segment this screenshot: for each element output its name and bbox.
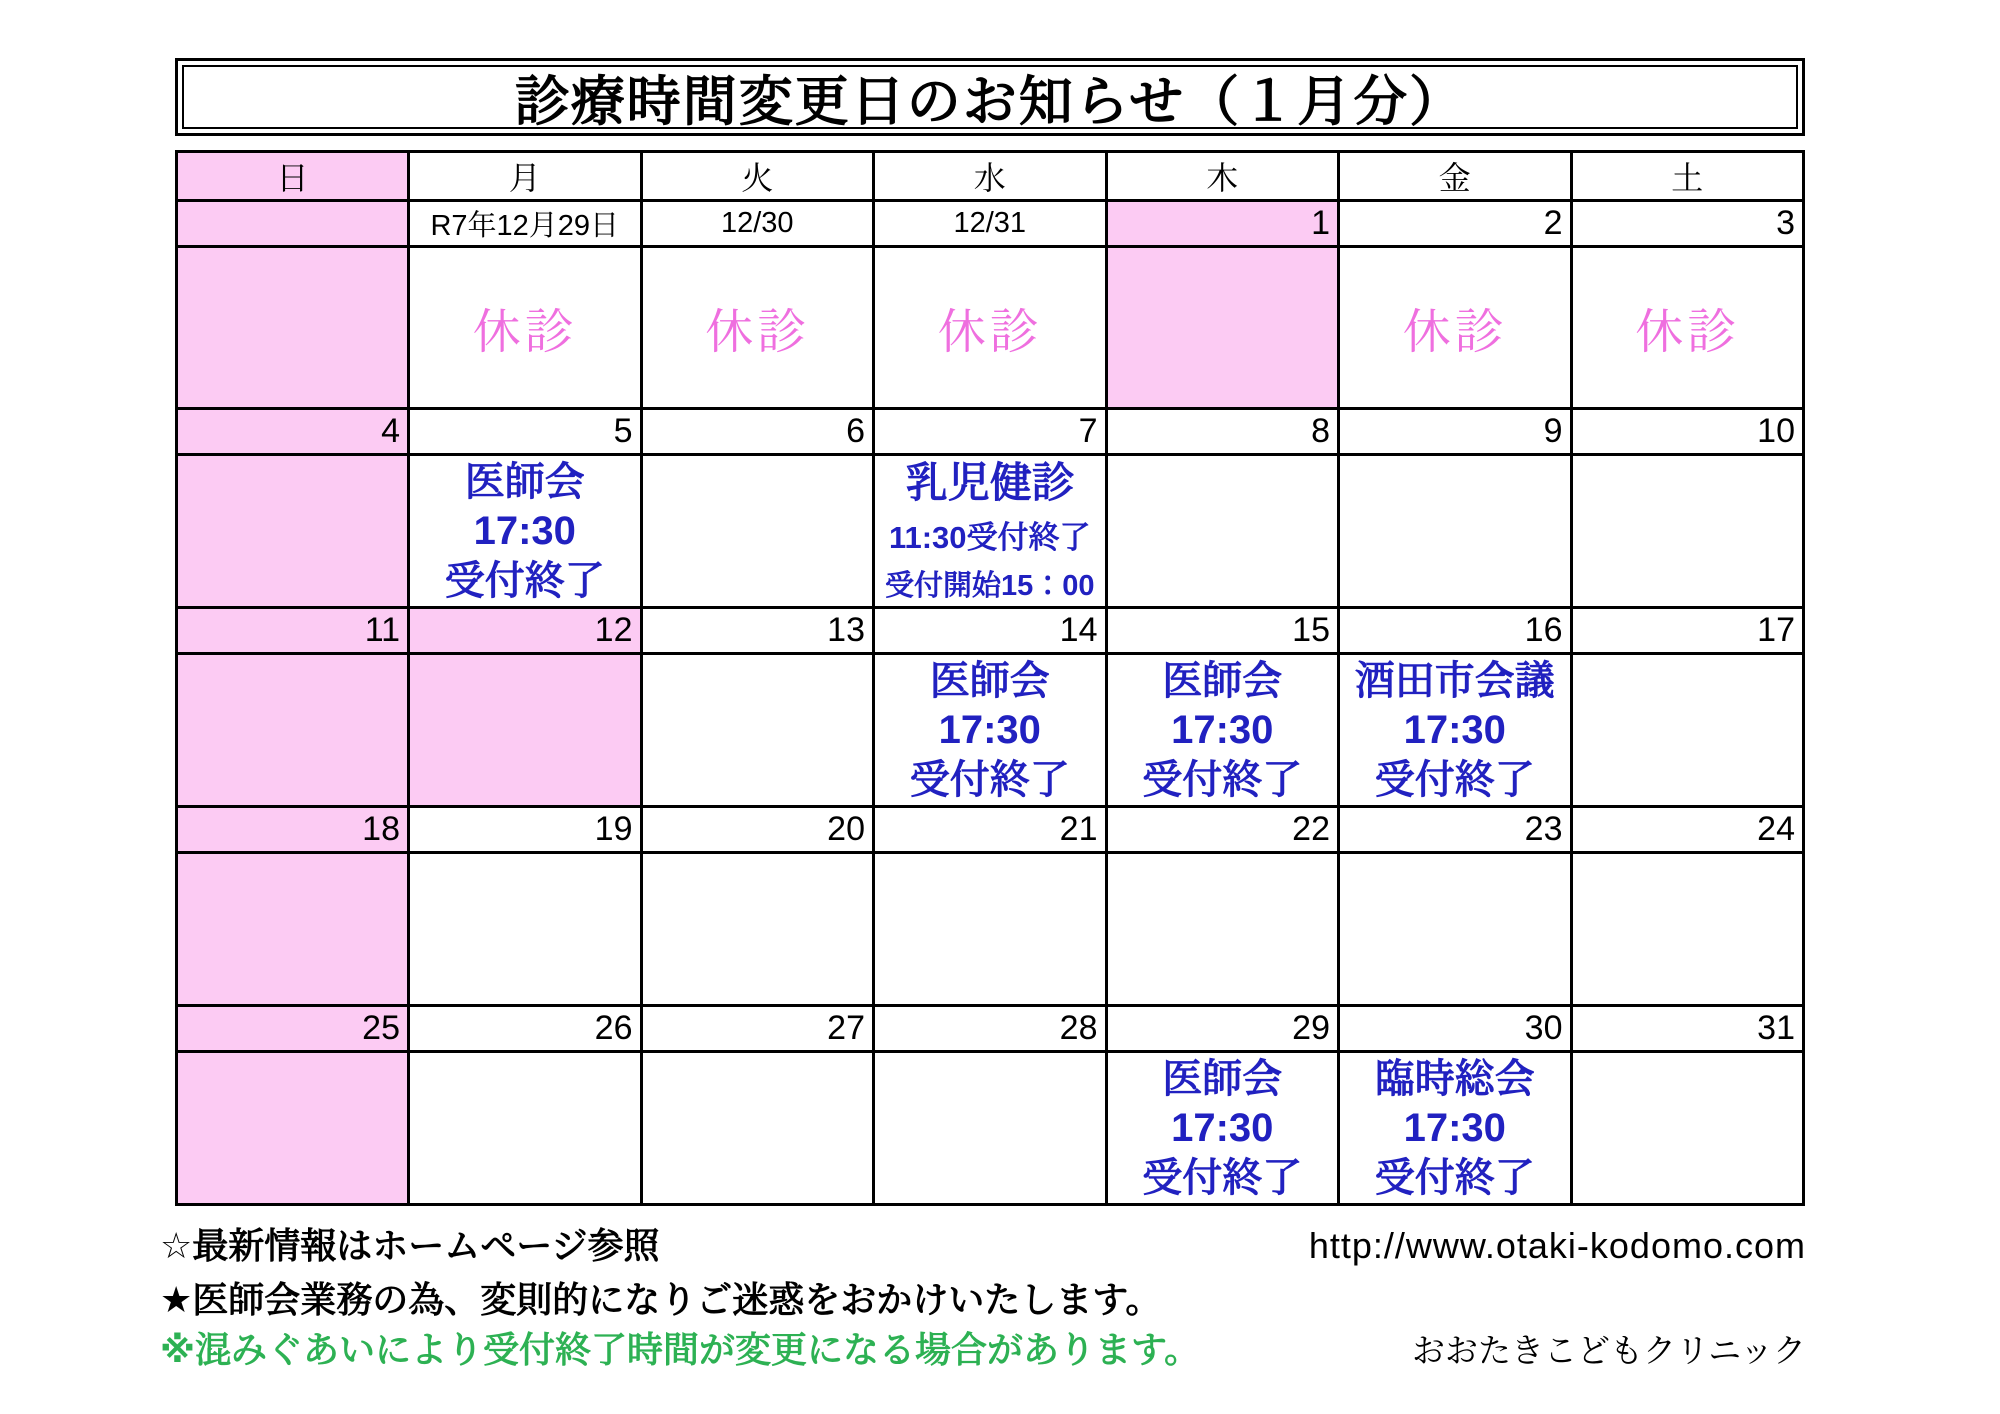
content-cell <box>1106 247 1339 409</box>
closed-cell: 休診 <box>1571 247 1804 409</box>
content-cell <box>1106 455 1339 608</box>
week2-content-row <box>177 455 1804 608</box>
week1-date-row <box>177 201 1804 247</box>
content-cell <box>641 654 874 807</box>
content-cell <box>177 1052 409 1205</box>
day-header-sat: 土 <box>1571 152 1804 201</box>
event-title: 医師会 <box>1162 658 1283 703</box>
date-cell: 8 <box>1106 409 1339 455</box>
date-cell: 4 <box>177 409 409 455</box>
closed-cell: 休診 <box>641 247 874 409</box>
week3-content-row <box>177 654 1804 807</box>
event-cell <box>1106 1052 1339 1205</box>
event-doctors-assoc <box>410 458 640 605</box>
date-cell: 27 <box>641 1006 874 1052</box>
date-cell: 22 <box>1106 807 1339 853</box>
date-cell: 16 <box>1339 608 1572 654</box>
page-title: 診療時間変更日のお知らせ（１月分） <box>182 65 1798 129</box>
date-cell: R7年12月29日 <box>409 201 642 247</box>
event-sakata-meeting <box>1340 657 1570 804</box>
date-cell: 12 <box>409 608 642 654</box>
date-cell: 26 <box>409 1006 642 1052</box>
date-cell: 19 <box>409 807 642 853</box>
date-cell: 17 <box>1571 608 1804 654</box>
week2-date-row <box>177 409 1804 455</box>
content-cell <box>641 1052 874 1205</box>
date-cell: 30 <box>1339 1006 1572 1052</box>
date-cell: 3 <box>1571 201 1804 247</box>
date-cell: 24 <box>1571 807 1804 853</box>
event-extraordinary-meeting <box>1340 1055 1570 1202</box>
date-cell: 25 <box>177 1006 409 1052</box>
event-cell <box>1339 654 1572 807</box>
footer-line-1 <box>160 1218 1806 1269</box>
event-doctors-assoc <box>875 657 1105 804</box>
content-cell <box>177 654 409 807</box>
footer-note-congestion: ※混みぐあいにより受付終了時間が変更になる場合があります。 <box>160 1329 1201 1370</box>
week5-content-row <box>177 1052 1804 1205</box>
event-note: 受付終了 <box>1374 757 1535 802</box>
event-note: 受付終了 <box>1374 1155 1535 1200</box>
event-time: 17:30 <box>938 708 1041 752</box>
date-cell: 21 <box>874 807 1107 853</box>
content-cell <box>641 853 874 1006</box>
content-cell <box>1571 1052 1804 1205</box>
footer-note-apology: ★医師会業務の為、変則的になりご迷惑をおかけいたします。 <box>160 1279 1162 1320</box>
event-cell <box>1106 654 1339 807</box>
footer-line-3 <box>160 1322 1806 1373</box>
content-cell <box>1571 853 1804 1006</box>
date-cell: 1 <box>1106 201 1339 247</box>
event-time: 17:30 <box>473 509 576 553</box>
event-note: 受付終了 <box>909 757 1070 802</box>
week3-date-row <box>177 608 1804 654</box>
date-cell: 23 <box>1339 807 1572 853</box>
event-time: 11:30受付終了 <box>888 519 1091 555</box>
event-note: 受付開始15：00 <box>884 570 1095 603</box>
week1-content-row <box>177 247 1804 409</box>
day-header-mon: 月 <box>409 152 642 201</box>
event-cell <box>1339 1052 1572 1205</box>
date-cell: 9 <box>1339 409 1572 455</box>
event-title: 酒田市会議 <box>1354 658 1555 703</box>
date-cell: 7 <box>874 409 1107 455</box>
day-header-row <box>177 152 1804 201</box>
content-cell <box>641 455 874 608</box>
calendar-table <box>175 150 1805 1206</box>
event-title: 医師会 <box>464 459 585 504</box>
date-cell: 31 <box>1571 1006 1804 1052</box>
content-cell <box>409 1052 642 1205</box>
event-title: 臨時総会 <box>1374 1056 1535 1101</box>
event-note: 受付終了 <box>444 558 605 603</box>
date-cell: 2 <box>1339 201 1572 247</box>
content-cell <box>177 247 409 409</box>
day-header-thu: 木 <box>1106 152 1339 201</box>
week4-date-row <box>177 807 1804 853</box>
event-cell <box>874 654 1107 807</box>
event-note: 受付終了 <box>1142 757 1303 802</box>
content-cell <box>1571 654 1804 807</box>
date-cell: 20 <box>641 807 874 853</box>
closed-cell: 休診 <box>1339 247 1572 409</box>
week4-content-row <box>177 853 1804 1006</box>
content-cell <box>177 455 409 608</box>
week5-date-row <box>177 1006 1804 1052</box>
date-cell: 29 <box>1106 1006 1339 1052</box>
date-cell: 28 <box>874 1006 1107 1052</box>
date-cell: 15 <box>1106 608 1339 654</box>
footer-note-homepage: ☆最新情報はホームページ参照 <box>160 1225 660 1266</box>
website-url: http://www.otaki-kodomo.com <box>1308 1225 1806 1266</box>
content-cell <box>409 654 642 807</box>
day-header-fri: 金 <box>1339 152 1572 201</box>
event-title: 医師会 <box>1162 1056 1283 1101</box>
event-infant-checkup <box>875 458 1105 605</box>
day-header-tue: 火 <box>641 152 874 201</box>
event-time: 17:30 <box>1171 708 1274 752</box>
date-cell: 6 <box>641 409 874 455</box>
event-time: 17:30 <box>1403 1106 1506 1150</box>
date-cell: 5 <box>409 409 642 455</box>
content-cell <box>177 853 409 1006</box>
date-cell: 12/30 <box>641 201 874 247</box>
content-cell <box>874 853 1107 1006</box>
event-title: 医師会 <box>929 658 1050 703</box>
date-cell: 12/31 <box>874 201 1107 247</box>
day-header-wed: 水 <box>874 152 1107 201</box>
date-cell: 10 <box>1571 409 1804 455</box>
event-cell <box>874 455 1107 608</box>
content-cell <box>409 853 642 1006</box>
content-cell <box>1339 853 1572 1006</box>
content-cell <box>1571 455 1804 608</box>
title-box <box>175 58 1805 136</box>
event-title: 乳児健診 <box>905 458 1074 506</box>
event-doctors-assoc <box>1108 657 1338 804</box>
date-cell: 11 <box>177 608 409 654</box>
event-time: 17:30 <box>1403 708 1506 752</box>
closed-cell: 休診 <box>874 247 1107 409</box>
event-note: 受付終了 <box>1142 1155 1303 1200</box>
event-cell <box>409 455 642 608</box>
date-cell: 13 <box>641 608 874 654</box>
event-time: 17:30 <box>1171 1106 1274 1150</box>
event-doctors-assoc <box>1108 1055 1338 1202</box>
clinic-name: おおたきこどもクリニック <box>1411 1332 1806 1369</box>
day-header-sun: 日 <box>177 152 409 201</box>
content-cell <box>1106 853 1339 1006</box>
closed-cell: 休診 <box>409 247 642 409</box>
content-cell <box>1339 455 1572 608</box>
content-cell <box>874 1052 1107 1205</box>
date-cell <box>177 201 409 247</box>
date-cell: 14 <box>874 608 1107 654</box>
footer-line-2 <box>160 1272 1806 1323</box>
date-cell: 18 <box>177 807 409 853</box>
